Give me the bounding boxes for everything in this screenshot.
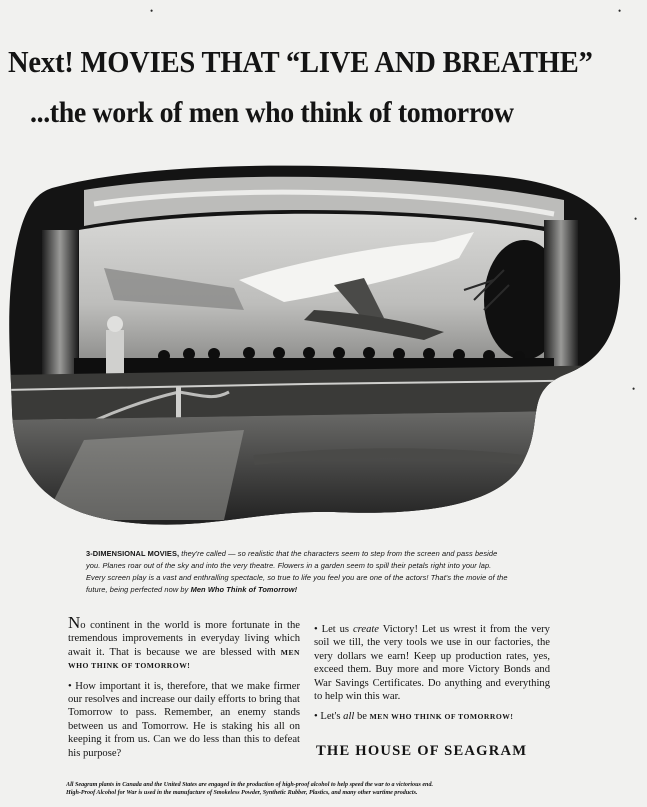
right-paragraph-2	[314, 710, 550, 723]
right-p2-emphasis: all	[343, 711, 355, 723]
theatre-illustration	[4, 160, 624, 535]
left-p1-smallcaps: MEN WHO THINK OF TOMORROW!	[68, 647, 300, 671]
right-p1-emphasis: create	[352, 624, 380, 635]
caption-body: they're called — so realistic that the characters seem to step from the screen and pass beside you. Planes roar out of the sky and into the very theatre. Flowers in a garden seem to spill their petals right into your lap. Every screen play is a vast and enthralling spectacle, so true to life you feel you are one of the actors! That's the movie of the future, being perfected now by	[86, 549, 508, 594]
print-speck: •	[632, 384, 636, 394]
drop-cap: N	[68, 613, 81, 632]
body-column-left	[68, 613, 300, 767]
left-paragraph-1	[68, 613, 300, 673]
headline-main: Next! MOVIES THAT “LIVE AND BREATHE”	[8, 44, 593, 79]
illustration-caption	[86, 548, 511, 596]
headline-subtitle: ...the work of men who think of tomorrow	[30, 96, 514, 129]
footnote	[66, 781, 556, 797]
print-speck: •	[634, 214, 638, 224]
body-column-right	[314, 623, 550, 731]
print-speck: •	[618, 6, 622, 16]
caption-lead: 3-DIMENSIONAL MOVIES,	[86, 549, 180, 558]
right-p1-rest: Victory! Let us wrest it from the very soil we till, the very tools we use in our factories, the very dollars we earn! Keep up production rates, yes, exceed them. Buy more and more Victory Bonds and War Savings Certificates. Do anything and everything to help win this war.	[314, 624, 550, 703]
right-p1-start: • Let us	[314, 624, 353, 635]
signoff-house-of-seagram: THE HOUSE OF SEAGRAM	[316, 743, 528, 759]
left-p1-text: o continent in the world is more fortunate in the tremendous improvements in everyday living which await it. That is because we are blessed with	[68, 620, 300, 658]
right-paragraph-1	[314, 623, 550, 703]
print-speck: •	[150, 6, 154, 16]
left-paragraph-2: • How important it is, therefore, that we make firmer our resolves and increase our daily efforts to bring that Tomorrow to pass. Remember, an enemy stands between us and Tomorrow. He is staking his all on keeping it from us. Can we do less than this to defeat his purpose?	[68, 680, 300, 759]
right-p2-start: • Let's	[314, 711, 344, 723]
footnote-line-1: All Seagram plants in Canada and the United States are engaged in the production of high-proof alcohol to help speed the war to a victorious end.	[66, 782, 434, 788]
caption-signature: Men Who Think of Tomorrow!	[190, 585, 298, 594]
right-p2-smallcaps: MEN WHO THINK OF TOMORROW!	[369, 712, 514, 722]
right-p2-mid: be	[354, 711, 370, 723]
footnote-line-2: High-Proof Alcohol for War is used in the manufacture of Smokeless Powder, Synthetic Rubber, Plastics, and many other wartime products.	[66, 790, 418, 796]
